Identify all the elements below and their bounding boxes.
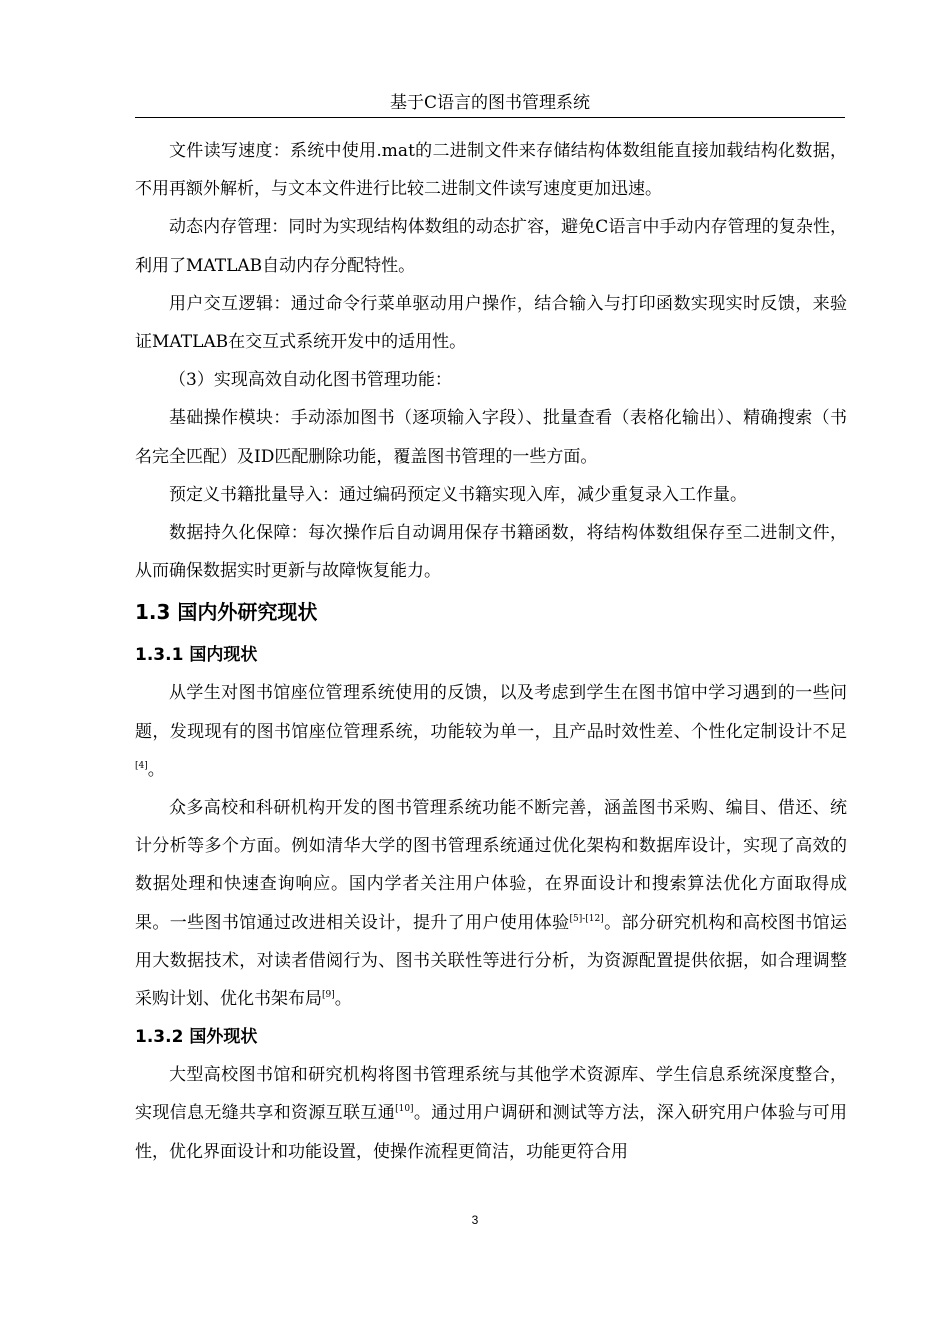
citation: [4] — [135, 760, 148, 771]
text-span: 。 — [147, 759, 165, 780]
text-span: 。通过用户调研和测试等方法，深入研究用户体验与可用性，优化界面设计和功能设置，使操作流程更简洁，功能更符合用 — [135, 1103, 848, 1162]
citation: [5]-[12] — [569, 913, 604, 924]
paragraph-foreign-1 — [135, 1056, 847, 1171]
text-span: 大型高校图书馆和研究机构将图书管理系统与其他学术资源库、学生信息系统深度整合，实现信息无缝共享和资源互联互通 — [135, 1065, 847, 1124]
paragraph-basic-operations: 基础操作模块：手动添加图书（逐项输入字段）、批量查看（表格化输出）、精确搜索（书名完全匹配）及ID匹配删除功能，覆盖图书管理的一些方面。 — [135, 408, 847, 467]
citation: [9] — [322, 990, 335, 1001]
section-heading-1-3: 1.3 国内外研究现状 — [135, 600, 318, 625]
citation: [10] — [395, 1104, 414, 1115]
section-heading-1-3-2: 1.3.2 国外现状 — [135, 1027, 258, 1048]
page-header — [135, 91, 845, 118]
text-span: 从学生对图书馆座位管理系统使用的反馈，以及考虑到学生在图书馆中学习遇到的一些问题，发现现有的图书馆座位管理系统，功能较为单一，且产品时效性差、个性化定制设计不足 — [135, 683, 847, 742]
paragraph-persistence: 数据持久化保障：每次操作后自动调用保存书籍函数，将结构体数组保存至二进制文件，从而确保数据实时更新与故障恢复能力。 — [135, 523, 847, 582]
text-span: 。 — [334, 989, 352, 1010]
paragraph-domestic-1 — [135, 674, 847, 789]
paragraph-user-interaction: 用户交互逻辑：通过命令行菜单驱动用户操作，结合输入与打印函数实现实时反馈，来验证MATLAB在交互式系统开发中的适用性。 — [135, 293, 847, 353]
paragraph-goal-3: （3）实现高效自动化图书管理功能： — [169, 370, 452, 391]
header-title: 基于C语言的图书管理系统 — [389, 93, 590, 113]
paragraph-batch-import: 预定义书籍批量导入：通过编码预定义书籍实现入库，减少重复录入工作量。 — [169, 484, 747, 505]
paragraph-dynamic-memory: 动态内存管理：同时为实现结构体数组的动态扩容，避免C语言中手动内存管理的复杂性，利用了MATLAB自动内存分配特性。 — [135, 217, 847, 276]
text-span: 众多高校和科研机构开发的图书管理系统功能不断完善，涵盖图书采购、编目、借还、统计分析等多个方面。例如清华大学的图书管理系统通过优化架构和数据库设计，实现了高效的数据处理和快速查询响应。国内学者关注用户体验，在界面设计和搜索算法优化方面取得成果。一些图书馆通过改进相关设计，提升了用户使用体验 — [135, 798, 847, 933]
paragraph-domestic-2 — [135, 789, 847, 1018]
section-heading-1-3-1: 1.3.1 国内现状 — [135, 645, 258, 666]
document-body — [135, 132, 847, 1171]
paragraph-file-io-speed: 文件读写速度：系统中使用.mat的二进制文件来存储结构体数组能直接加载结构化数据，不用再额外解析，与文本文件进行比较二进制文件读写速度更加迅速。 — [135, 141, 847, 200]
text-span: 。部分研究机构和高校图书馆运用大数据技术，对读者借阅行为、图书关联性等进行分析，为资源配置提供依据，如合理调整采购计划、优化书架布局 — [135, 912, 848, 1010]
page-number: 3 — [471, 1213, 479, 1227]
